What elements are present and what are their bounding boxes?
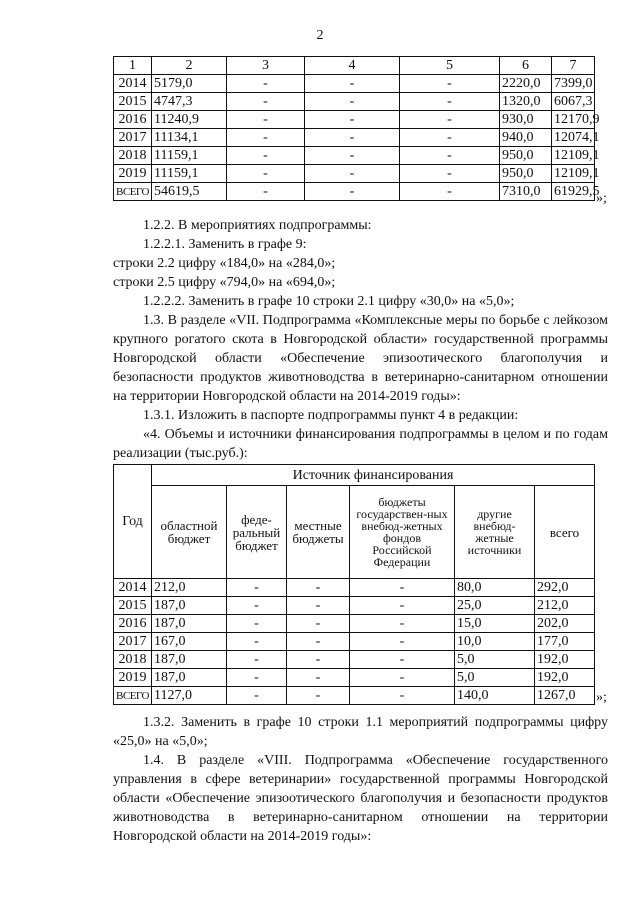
amendment-text-a bbox=[113, 216, 608, 463]
table-cell: - bbox=[400, 129, 500, 147]
paragraph: строки 2.5 цифру «794,0» на «694,0»; bbox=[113, 275, 336, 290]
column-header: 3 bbox=[227, 57, 305, 75]
column-header: 4 bbox=[305, 57, 400, 75]
table-cell: 2016 bbox=[114, 615, 152, 633]
table1-closing-quote: »; bbox=[596, 191, 607, 206]
table-cell: - bbox=[227, 579, 287, 597]
table-cell: - bbox=[227, 615, 287, 633]
column-header: 2 bbox=[152, 57, 227, 75]
table-cell: 2017 bbox=[114, 633, 152, 651]
table-cell: - bbox=[350, 579, 455, 597]
table-cell: 292,0 bbox=[535, 579, 595, 597]
paragraph: строки 2.2 цифру «184,0» на «284,0»; bbox=[113, 256, 336, 271]
table-cell: - bbox=[350, 687, 455, 705]
table-cell: 7399,0 bbox=[552, 75, 595, 93]
table-cell: 950,0 bbox=[500, 165, 552, 183]
table-cell: - bbox=[227, 633, 287, 651]
table-cell: 1127,0 bbox=[152, 687, 227, 705]
table-cell: 6067,3 bbox=[552, 93, 595, 111]
table-row bbox=[114, 129, 595, 147]
table-cell: 2016 bbox=[114, 111, 152, 129]
table-cell: 2019 bbox=[114, 669, 152, 687]
table-cell: 2014 bbox=[114, 75, 152, 93]
table-cell: 930,0 bbox=[500, 111, 552, 129]
table-cell: 1320,0 bbox=[500, 93, 552, 111]
table-cell: 5,0 bbox=[455, 651, 535, 669]
table-cell: 202,0 bbox=[535, 615, 595, 633]
table-cell: 187,0 bbox=[152, 651, 227, 669]
table-cell: 940,0 bbox=[500, 129, 552, 147]
table-cell: - bbox=[350, 615, 455, 633]
table-cell: 192,0 bbox=[535, 669, 595, 687]
table-cell: 11159,1 bbox=[152, 147, 227, 165]
table-cell: 187,0 bbox=[152, 669, 227, 687]
table-row bbox=[114, 579, 595, 597]
column-header: всего bbox=[535, 486, 595, 579]
table-cell: - bbox=[305, 165, 400, 183]
table-cell: 2015 bbox=[114, 93, 152, 111]
table-cell: - bbox=[227, 597, 287, 615]
table-cell: - bbox=[305, 111, 400, 129]
paragraph: 1.4. В разделе «VIII. Подпрограмма «Обеспечение государственного управления в сфере ветеринарии» государственной программы Новгородской области «Обеспечение эпизоотического благополучия и безопасности продуктов животноводства в ветеринарно-санитарном отношении на территории Новгородской области на 2014-2019 годы»: bbox=[113, 753, 608, 844]
table-cell: - bbox=[287, 633, 350, 651]
column-header: 6 bbox=[500, 57, 552, 75]
column-header: бюджеты государствен-ных внебюд-жетных фондов Российской Федерации bbox=[350, 486, 455, 579]
table-cell: 167,0 bbox=[152, 633, 227, 651]
table-cell: - bbox=[305, 75, 400, 93]
table-cell: 1267,0 bbox=[535, 687, 595, 705]
table-cell: 54619,5 bbox=[152, 183, 227, 201]
column-header: местные бюджеты bbox=[287, 486, 350, 579]
table-cell: 7310,0 bbox=[500, 183, 552, 201]
table-cell: 4747,3 bbox=[152, 93, 227, 111]
table-row bbox=[114, 687, 595, 705]
table-cell: 12109,1 bbox=[552, 165, 595, 183]
paragraph: 1.2.2. В мероприятиях подпрограммы: bbox=[143, 218, 372, 233]
table-cell: - bbox=[400, 147, 500, 165]
table-cell: 11134,1 bbox=[152, 129, 227, 147]
table-cell: 2014 bbox=[114, 579, 152, 597]
table-row bbox=[114, 597, 595, 615]
table-cell: 950,0 bbox=[500, 147, 552, 165]
table-cell: 61929,5 bbox=[552, 183, 595, 201]
table-cell: 140,0 bbox=[455, 687, 535, 705]
table-cell: - bbox=[287, 669, 350, 687]
table-row bbox=[114, 633, 595, 651]
column-header: феде-ральный бюджет bbox=[227, 486, 287, 579]
table-cell: - bbox=[400, 75, 500, 93]
table-cell: - bbox=[350, 597, 455, 615]
column-header: областной бюджет bbox=[152, 486, 227, 579]
paragraph: 1.3.1. Изложить в паспорте подпрограммы пункт 4 в редакции: bbox=[143, 408, 519, 423]
table-cell: - bbox=[400, 93, 500, 111]
source-group-header: Источник финансирования bbox=[152, 465, 595, 486]
table-cell: - bbox=[227, 687, 287, 705]
paragraph: 1.3.2. Заменить в графе 10 строки 1.1 мероприятий подпрограммы цифру «25,0» на «5,0»; bbox=[113, 715, 608, 749]
table-row bbox=[114, 111, 595, 129]
table-row bbox=[114, 651, 595, 669]
table2-closing-quote: »; bbox=[596, 690, 607, 705]
table-cell: - bbox=[305, 129, 400, 147]
table-cell: 5179,0 bbox=[152, 75, 227, 93]
table-cell: 11159,1 bbox=[152, 165, 227, 183]
table-cell: 2220,0 bbox=[500, 75, 552, 93]
table-cell: 2015 bbox=[114, 597, 152, 615]
table-cell: 2018 bbox=[114, 147, 152, 165]
table-cell: - bbox=[227, 165, 305, 183]
table-cell: 12170,9 bbox=[552, 111, 595, 129]
table-cell: - bbox=[287, 651, 350, 669]
page-number: 2 bbox=[316, 28, 324, 43]
table-cell: 212,0 bbox=[535, 597, 595, 615]
table-cell: - bbox=[227, 75, 305, 93]
table-cell: 192,0 bbox=[535, 651, 595, 669]
financing-table-2 bbox=[113, 464, 595, 705]
table-header-row bbox=[114, 57, 595, 75]
table-cell: 25,0 bbox=[455, 597, 535, 615]
table-cell: 12109,1 bbox=[552, 147, 595, 165]
table-cell: - bbox=[400, 183, 500, 201]
table-cell: - bbox=[350, 669, 455, 687]
paragraph: 1.2.2.2. Заменить в графе 10 строки 2.1 цифру «30,0» на «5,0»; bbox=[143, 294, 515, 309]
table-cell: - bbox=[227, 129, 305, 147]
amendment-text-b bbox=[113, 713, 608, 846]
table-row bbox=[114, 93, 595, 111]
table-cell: - bbox=[287, 597, 350, 615]
table-cell: - bbox=[350, 633, 455, 651]
table-cell: 2018 bbox=[114, 651, 152, 669]
table-cell: 11240,9 bbox=[152, 111, 227, 129]
table-cell: - bbox=[287, 579, 350, 597]
table-cell: ВСЕГО bbox=[114, 183, 152, 201]
column-header: другие внебюд-жетные источники bbox=[455, 486, 535, 579]
financing-table-1 bbox=[113, 56, 600, 201]
table-cell: - bbox=[287, 615, 350, 633]
column-header: 7 bbox=[552, 57, 595, 75]
table-cell: 10,0 bbox=[455, 633, 535, 651]
table-cell: - bbox=[227, 147, 305, 165]
table-cell: - bbox=[400, 111, 500, 129]
paragraph: 1.3. В разделе «VII. Подпрограмма «Комплексные меры по борьбе с лейкозом крупного рогатого скота в Новгородской области» государственной программы Новгородской области «Обеспечение эпизоотического благополучия и безопасности продуктов животноводства в ветеринарно-санитарном отношении на территории Новгородской области на 2014-2019 годы»: bbox=[113, 313, 608, 404]
table-cell: - bbox=[400, 165, 500, 183]
column-header: 5 bbox=[400, 57, 500, 75]
table-cell: 187,0 bbox=[152, 615, 227, 633]
table-cell: - bbox=[350, 651, 455, 669]
table-cell: 80,0 bbox=[455, 579, 535, 597]
table-cell: 5,0 bbox=[455, 669, 535, 687]
table-cell: - bbox=[305, 147, 400, 165]
table-row bbox=[114, 147, 595, 165]
table-cell: 15,0 bbox=[455, 615, 535, 633]
table-cell: - bbox=[227, 183, 305, 201]
table-cell: - bbox=[227, 669, 287, 687]
paragraph: «4. Объемы и источники финансирования подпрограммы в целом и по годам реализации (тыс.руб.): bbox=[113, 427, 608, 461]
table-cell: 2019 bbox=[114, 165, 152, 183]
table-row bbox=[114, 669, 595, 687]
table-row bbox=[114, 75, 595, 93]
paragraph: 1.2.2.1. Заменить в графе 9: bbox=[143, 237, 307, 252]
table-cell: 212,0 bbox=[152, 579, 227, 597]
table-cell: - bbox=[227, 651, 287, 669]
column-header: 1 bbox=[114, 57, 152, 75]
table-cell: - bbox=[227, 93, 305, 111]
table-row bbox=[114, 183, 595, 201]
table-cell: - bbox=[227, 111, 305, 129]
table-cell: - bbox=[287, 687, 350, 705]
table-cell: 187,0 bbox=[152, 597, 227, 615]
table-cell: - bbox=[305, 183, 400, 201]
table-cell: 177,0 bbox=[535, 633, 595, 651]
table-cell: 12074,1 bbox=[552, 129, 595, 147]
table-cell: - bbox=[305, 93, 400, 111]
table-cell: 2017 bbox=[114, 129, 152, 147]
table-row bbox=[114, 165, 595, 183]
table-row bbox=[114, 615, 595, 633]
table-cell: ВСЕГО bbox=[114, 687, 152, 705]
year-header: Год bbox=[114, 465, 152, 579]
